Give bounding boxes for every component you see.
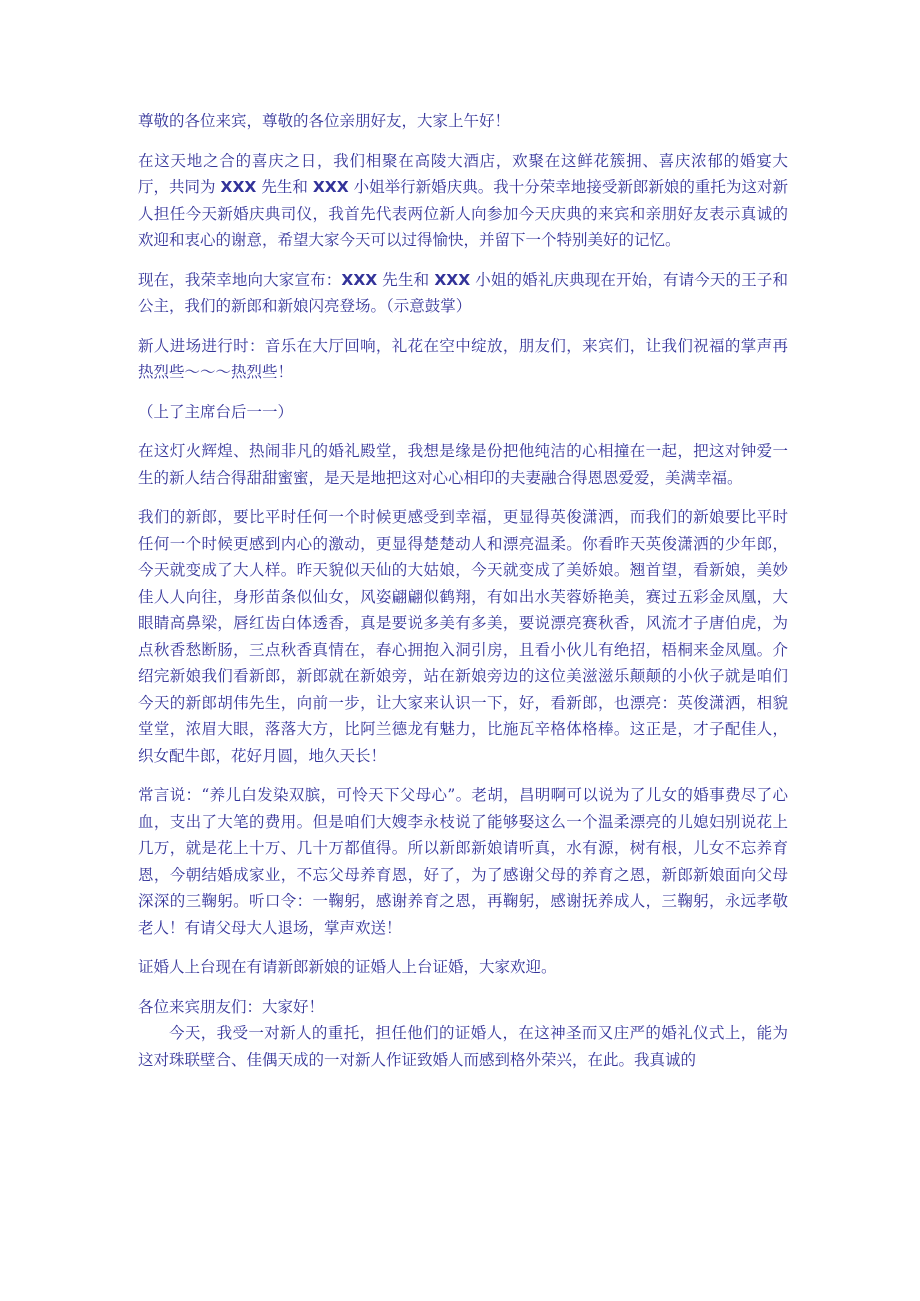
name-placeholder: XXX bbox=[341, 270, 378, 289]
announcement-paragraph: 现在，我荣幸地向大家宣布：XXX 先生和 XXX 小姐的婚礼庆典现在开始，有请今天的王子和公主，我们的新郎和新娘闪亮登场。（示意鼓掌） bbox=[138, 270, 788, 315]
name-placeholder: XXX bbox=[312, 178, 349, 196]
witness-intro-paragraph: 证婚人上台现在有请新郎新娘的证婚人上台证婚，大家欢迎。 bbox=[138, 958, 557, 976]
name-placeholder: XXX bbox=[220, 178, 257, 196]
witness-speech-paragraph: 今天，我受一对新人的重托，担任他们的证婚人，在这神圣而又庄严的婚礼仪式上，能为这对珠联壁合、佳偶天成的一对新人作证致婚人而感到格外荣兴，在此。我真诚的 bbox=[138, 1024, 788, 1069]
entrance-paragraph: 新人进场进行时：音乐在大厅回响，礼花在空中绽放，朋友们，来宾们，让我们祝福的掌声再热烈些～～～热烈些！ bbox=[138, 336, 788, 381]
witness-greeting-paragraph: 各位来宾朋友们：大家好！ bbox=[138, 997, 325, 1016]
greeting-paragraph: 尊敬的各位来宾，尊敬的各位亲朋好友，大家上午好！ bbox=[138, 112, 511, 130]
stage-note-paragraph: （上了主席台后一一） bbox=[138, 402, 294, 421]
document-body bbox=[138, 108, 788, 1086]
couple-description-paragraph: 我们的新郎，要比平时任何一个时候更感受到幸福，更显得英俊潇洒，而我们的新娘要比平时任何一个时候更感到内心的激动，更显得楚楚动人和漂亮温柔。你看昨天英俊潇洒的少年郎，今天就变成了大人样。昨天貌似天仙的大姑娘，今天就变成了美娇娘。翘首望，看新娘，美妙佳人人向往，身形苗条似仙女，风姿翩翩似鹤翔，有如出水芙蓉娇艳美，赛过五彩金凤凰，大眼睛高鼻梁，唇红齿白体透香，真是要说多美有多美，要说漂亮赛秋香，风流才子唐伯虎，为点秋香愁断肠，三点秋香真情在，春心拥抱入洞引房，且看小伙儿有绝招，梧桐来金凤凰。介绍完新娘我们看新郎，新郎就在新娘旁，站在新娘旁边的这位美滋滋乐颠颠的小伙子就是咱们今天的新郎胡伟先生，向前一步，让大家来认识一下，好，看新郎，也漂亮：英俊潇洒，相貌堂堂，浓眉大眼，落落大方，比阿兰德龙有魅力，比施瓦辛格体格棒。这正是，才子配佳人，织女配牛郎，花好月圆，地久天长！ bbox=[138, 508, 788, 765]
name-placeholder: XXX bbox=[434, 270, 471, 289]
opening-paragraph: 在这天地之合的喜庆之日，我们相聚在高陵大酒店，欢聚在这鲜花簇拥、喜庆浓郁的婚宴大厅，共同为 XXX 先生和 XXX 小姐举行新婚庆典。我十分荣幸地接受新郎新娘的重托为这对新人担任今天新婚庆典司仪，我首先代表两位新人向参加今天庆典的来宾和亲朋好友表示真诚的欢迎和衷心的谢意，希望大家今天可以过得愉快，并留下一个特别美好的记忆。 bbox=[138, 151, 788, 249]
hall-paragraph: 在这灯火辉煌、热闹非凡的婚礼殿堂，我想是缘是份把他纯洁的心相撞在一起，把这对钟爱一生的新人结合得甜甜蜜蜜，是天是地把这对心心相印的夫妻融合得恩恩爱爱，美满幸福。 bbox=[138, 442, 788, 487]
parents-paragraph: 常言说：“养儿白发染双膑，可怜天下父母心”。老胡，昌明啊可以说为了儿女的婚事费尽了心血，支出了大笔的费用。但是咱们大嫂李永枝说了能够娶这么一个温柔漂亮的儿媳妇别说花上几万，就是花上十万、几十万都值得。所以新郎新娘请听真，水有源，树有根，儿女不忘养育恩，今朝结婚成家业，不忘父母养育恩，好了，为了感谢父母的养育之恩，新郎新娘面向父母深深的三鞠躬。听口令：一鞠躬，感谢养育之恩，再鞠躬，感谢抚养成人，三鞠躬，永远孝敬老人！有请父母大人退场，掌声欢送！ bbox=[138, 786, 788, 937]
